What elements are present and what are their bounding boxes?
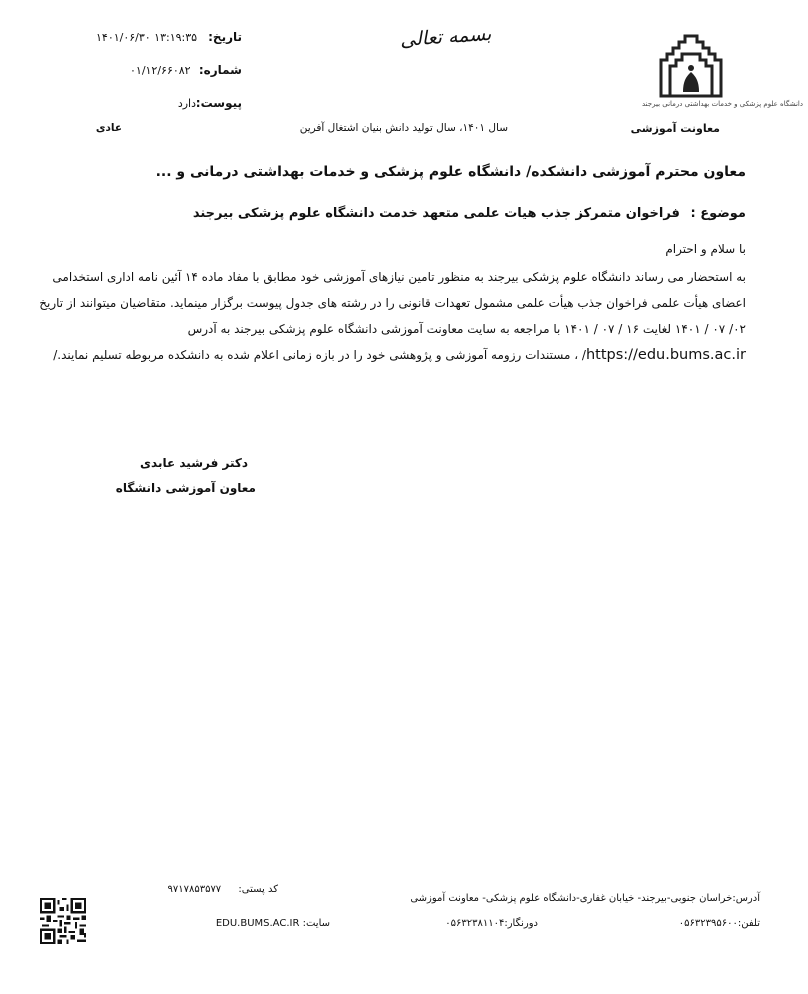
university-logo — [656, 30, 726, 100]
postal-value: ۹۷۱۷۸۵۳۵۷۷ — [167, 884, 222, 895]
website-label: سایت: — [302, 918, 330, 929]
number-label: شماره: — [198, 63, 242, 77]
website-value[interactable]: EDU.BUMS.AC.IR — [215, 918, 300, 929]
org-name: دانشگاه علوم پزشکی و خدمات بهداشتی درمانی بیرجند — [642, 100, 803, 108]
address-label: آدرس: — [732, 893, 760, 904]
address-value: خراسان جنوبی-بیرجند- خیابان غفاری-دانشگاه علوم پزشکی- معاونت آموزشی — [410, 893, 733, 904]
department-label: معاونت آموزشی — [630, 122, 720, 135]
attachment-label: پیوست: — [195, 96, 242, 110]
subject-text: فراخوان متمرکز جذب هیات علمی متعهد خدمت دانشگاه علوم پزشکی بیرجند — [192, 206, 680, 221]
year-slogan: سال ۱۴۰۱، سال تولید دانش بنیان اشتغال آفرین — [299, 122, 508, 134]
website-line — [216, 918, 330, 929]
body-line-1: به استحضار می رساند دانشگاه علوم پزشکی بیرجند به منظور تامین نیازهای آموزشی خود مطابق با مفاد ماده ۱۴ آئین نامه اداری استخدامی — [52, 270, 746, 284]
fax-line — [445, 918, 538, 929]
addressee: معاون محترم آموزشی دانشکده/ دانشگاه علوم پزشکی و خدمات بهداشتی درمانی و ... — [155, 164, 746, 180]
body-line-4-text: / ، مستندات رزومه آموزشی و پژوهشی خود را در بازه زمانی اعلام شده به دانشکده مربوطه تسلیم نمایند./ — [53, 348, 586, 362]
phone-label: تلفن: — [737, 918, 760, 929]
subject-label: موضوع : — [690, 206, 746, 221]
basmala: بسمه تعالی — [399, 22, 492, 52]
attachment-value: دارد — [177, 97, 196, 110]
body-line-4 — [53, 342, 746, 368]
subject-line — [193, 206, 746, 221]
number-value: ۰۱/۱۲/۶۶۰۸۲ — [130, 64, 191, 77]
priority-badge: عادی — [95, 122, 122, 134]
body-line-2: اعضای هیأت علمی فراخوان جذب هیأت علمی مشمول تعهدات قانونی را در رشته های جدول پیوست برگزار مینماید. متقاضیان میتوانند از تاریخ — [39, 296, 746, 310]
postal-label: کد پستی: — [238, 884, 278, 895]
signer-name: دکتر فرشید عابدی — [140, 456, 248, 470]
phone-value: ۰۵۶۳۲۳۹۵۶۰۰ — [678, 918, 738, 929]
signer-title: معاون آموزشی دانشگاه — [115, 481, 256, 495]
fax-label: دورنگار: — [504, 918, 538, 929]
date-value: ۱۴۰۱/۰۶/۳۰ ۱۳:۱۹:۳۵ — [96, 31, 198, 44]
postal-line — [167, 884, 278, 895]
fax-value: ۰۵۶۳۲۳۸۱۱۰۴ — [445, 918, 505, 929]
body-line-3: ۰۲/ ۰۷ / ۱۴۰۱ لغایت ۱۶ / ۰۷ / ۱۴۰۱ با مراجعه به سایت معاونت آموزشی دانشگاه علوم پزشکی بیرجند به آدرس — [187, 322, 746, 336]
website-link[interactable]: https://edu.bums.ac.ir — [585, 347, 746, 363]
qr-code-icon — [40, 898, 86, 944]
greeting: با سلام و احترام — [665, 242, 746, 256]
letter-body — [39, 264, 746, 368]
address-line — [410, 893, 760, 904]
date-label: تاریخ: — [208, 30, 242, 44]
phone-line — [679, 918, 760, 929]
